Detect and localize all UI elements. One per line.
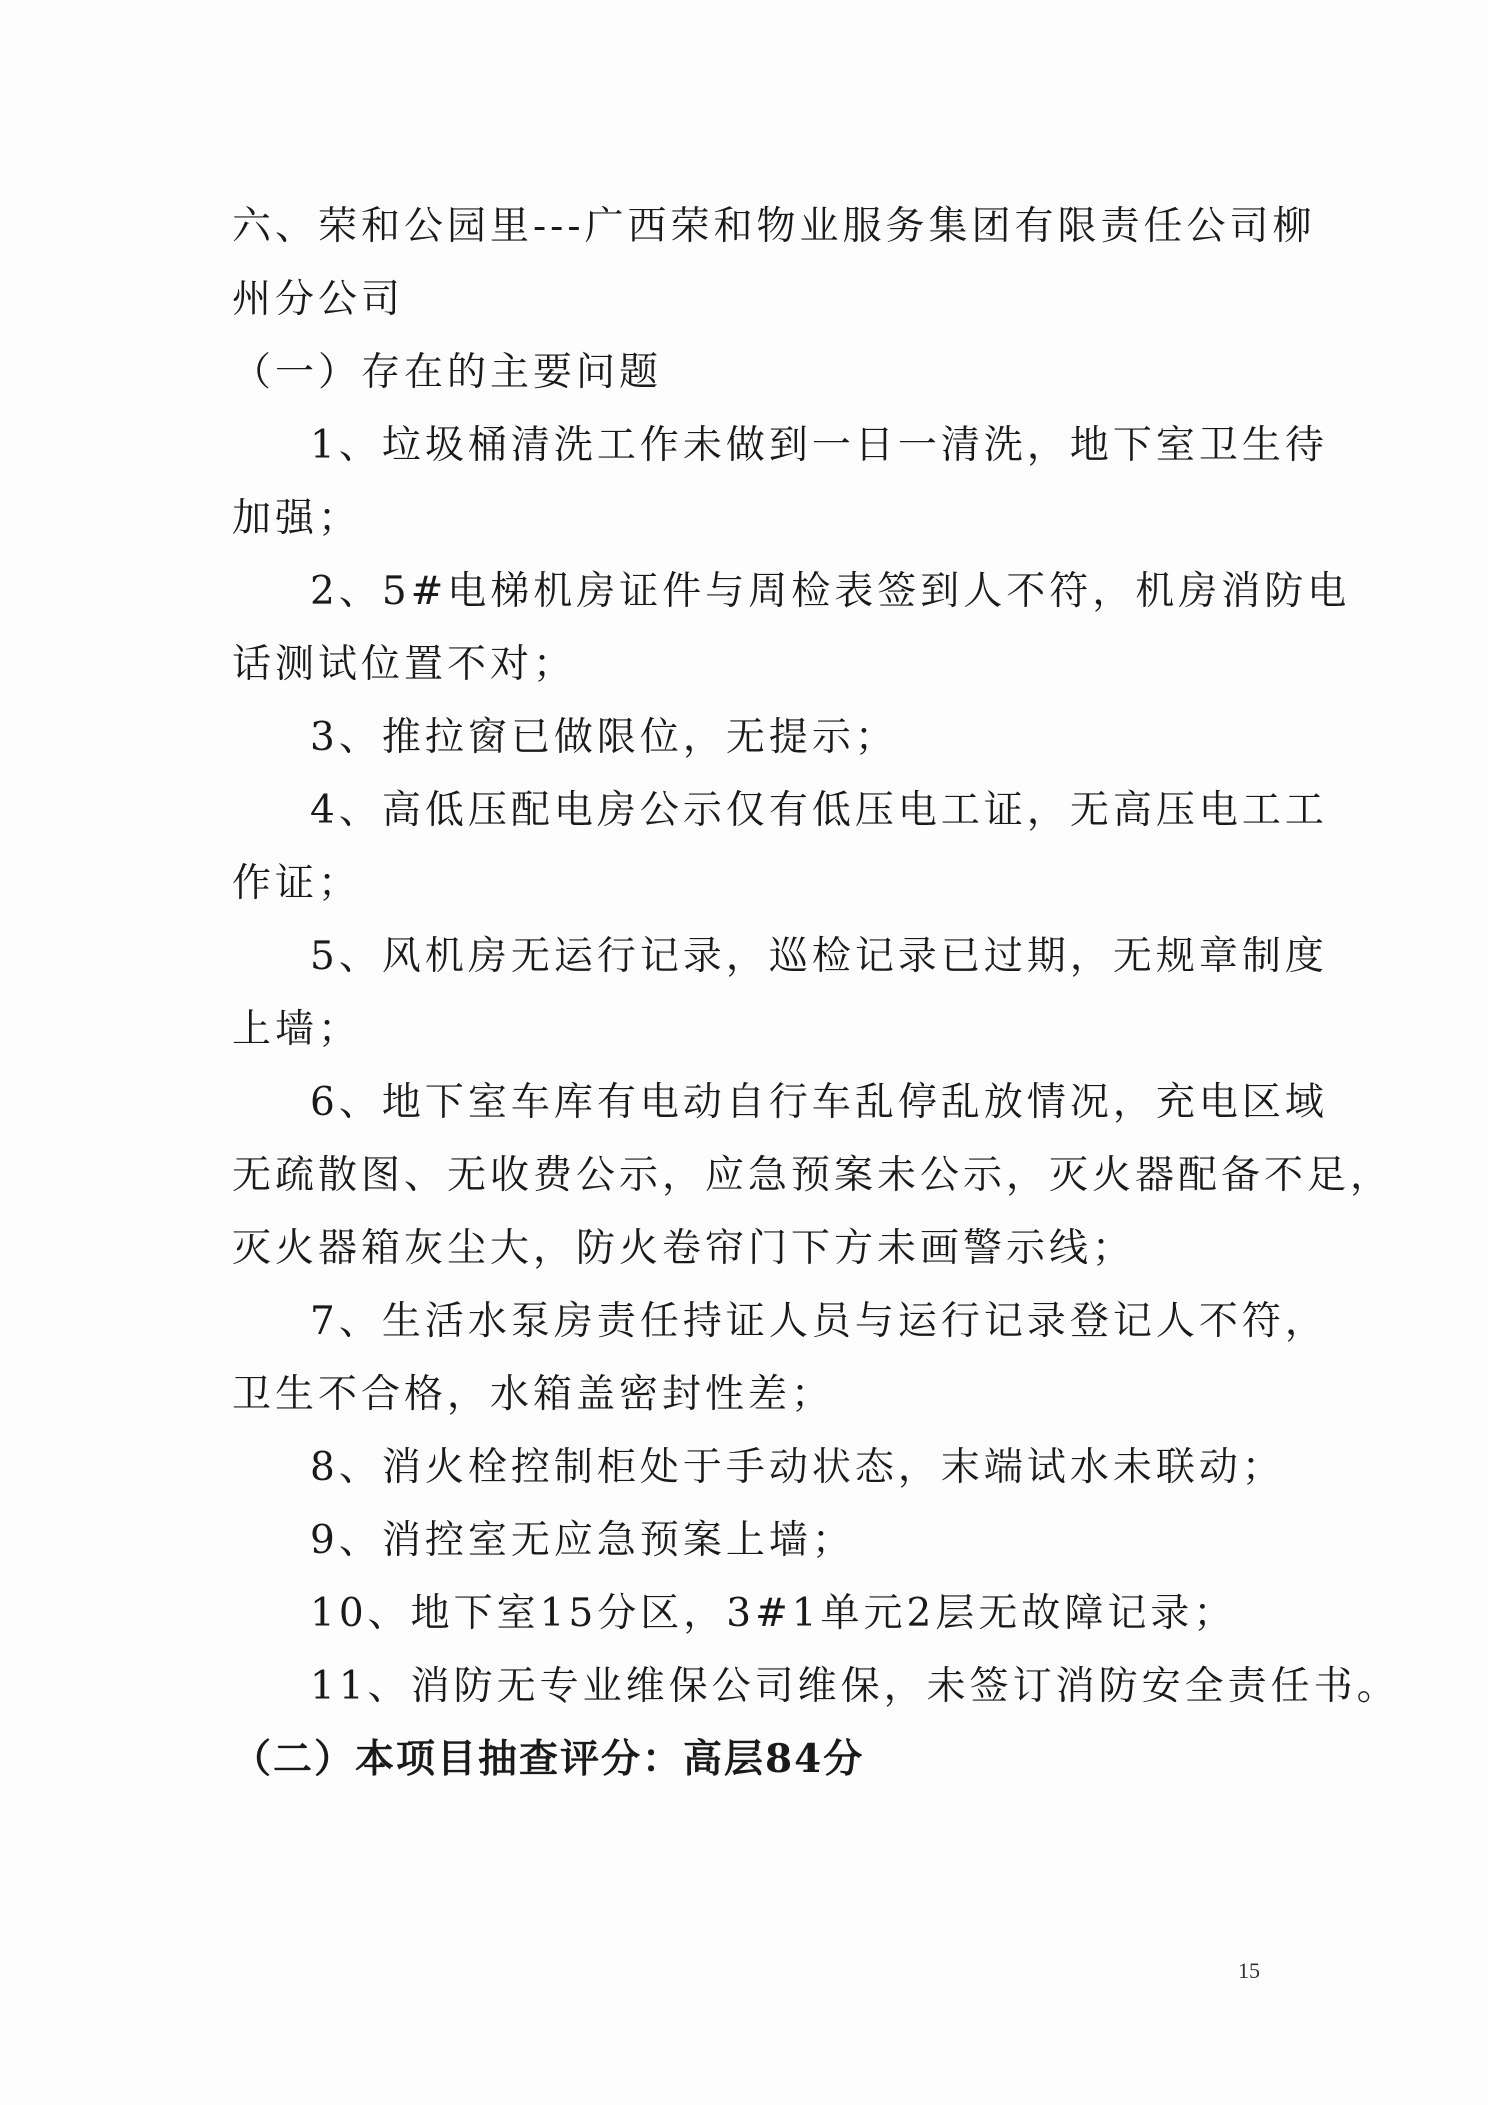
item-8-line1: 8、消火栓控制柜处于手动状态，末端试水未联动； <box>310 1445 1285 1490</box>
item-7-line1: 7、生活水泵房责任持证人员与运行记录登记人不符， <box>310 1299 1328 1344</box>
section-title-line1: 六、荣和公园里---广西荣和物业服务集团有限责任公司柳 <box>232 204 1316 249</box>
item-4-line2: 作证； <box>232 861 362 906</box>
item-6-line1: 6、地下室车库有电动自行车乱停乱放情况，充电区域 <box>310 1080 1328 1125</box>
section-title-line2: 州分公司 <box>232 277 405 322</box>
item-2-line1: 2、5#电梯机房证件与周检表签到人不符，机房消防电 <box>310 569 1351 614</box>
item-2-line2: 话测试位置不对； <box>232 642 577 687</box>
item-1-line1: 1、垃圾桶清洗工作未做到一日一清洗，地下室卫生待 <box>310 423 1328 468</box>
item-6-line2: 无疏散图、无收费公示，应急预案未公示，灭火器配备不足， <box>232 1153 1394 1198</box>
item-7-line2: 卫生不合格，水箱盖密封性差； <box>232 1372 835 1417</box>
item-11-line1: 11、消防无专业维保公司维保，未签订消防安全责任书。 <box>310 1664 1400 1709</box>
item-3-line1: 3、推拉窗已做限位，无提示； <box>310 715 898 760</box>
item-10-line1: 10、地下室15分区，3#1单元2层无故障记录； <box>310 1591 1237 1636</box>
page-number: 15 <box>1238 1958 1260 1983</box>
item-1-line2: 加强； <box>232 496 362 541</box>
section1-heading: （一）存在的主要问题 <box>232 350 663 395</box>
section2-heading: （二）本项目抽查评分：高层84分 <box>232 1736 865 1782</box>
item-9-line1: 9、消控室无应急预案上墙； <box>310 1518 855 1563</box>
item-5-line2: 上墙； <box>232 1007 362 1052</box>
item-4-line1: 4、高低压配电房公示仅有低压电工证，无高压电工工 <box>310 788 1328 833</box>
item-5-line1: 5、风机房无运行记录，巡检记录已过期，无规章制度 <box>310 934 1328 979</box>
document-body <box>232 190 1400 1796</box>
item-6-line3: 灭火器箱灰尘大，防火卷帘门下方未画警示线； <box>232 1226 1136 1271</box>
